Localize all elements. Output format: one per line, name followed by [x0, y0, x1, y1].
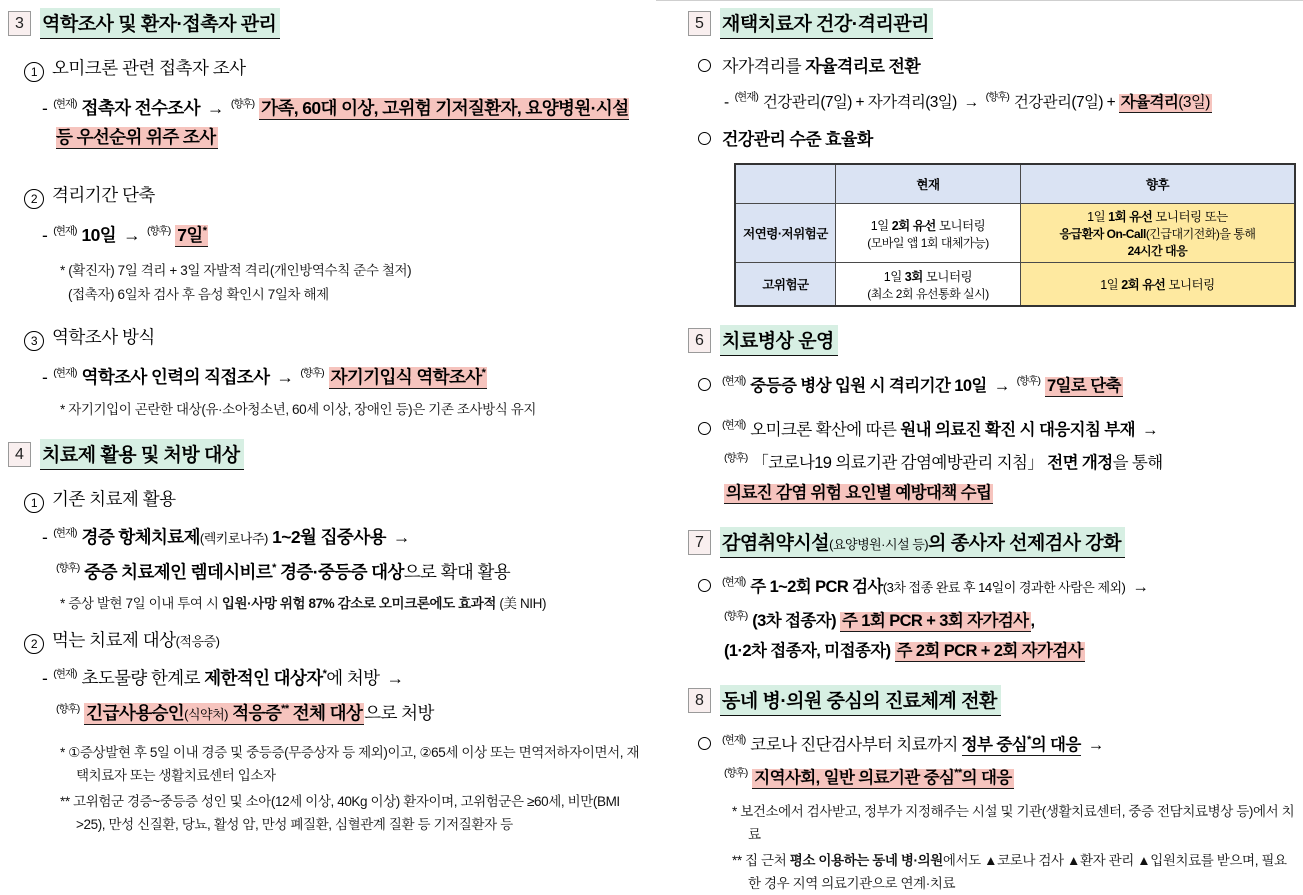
- bullet-5-1-line: [724, 84, 1296, 116]
- future-text: 경증·중등증 대상: [275, 562, 404, 582]
- current-text: 오미크론 확산에 따른: [750, 421, 901, 439]
- arrow-icon: →: [963, 94, 979, 111]
- future-text-regular: 으로 처방: [364, 703, 434, 723]
- header-future: 향후: [1020, 164, 1295, 204]
- section-5-title: 재택치료자 건강·격리관리: [720, 8, 933, 39]
- cell-text: 모니터링: [935, 218, 986, 233]
- footnote: * 보건소에서 검사받고, 정부가 지정해주는 시설 및 기관(생활치료센터, 중증 전담치료병상 등)에서 치료: [732, 804, 1295, 842]
- footnote-text: * 증상 발현 7일 이내 투여 시: [60, 596, 222, 611]
- right-column: [688, 0, 1296, 895]
- footnote: * (확진자) 7일 격리 + 3일 자발적 격리(개인방역수칙 준수 철저): [60, 263, 412, 278]
- highlight-text: 전체 대상: [288, 703, 363, 723]
- bullet-bold: 자율격리로 전환: [805, 57, 921, 76]
- monitoring-table: [734, 163, 1296, 307]
- future-text: 「코로나19 의료기관 감염예방관리 지침」: [752, 454, 1048, 472]
- footnote-text: 에서도 ▲코로나 검사 ▲환자 관리 ▲입원치료를 받으며, 필요한 경우 지역 의료기관으로 연계·치료: [748, 853, 1287, 891]
- parenthetical: (3차 접종 완료 후 14일이 경과한 사람은 제외): [882, 580, 1126, 595]
- footnote-marker: *: [481, 367, 486, 379]
- current-bold: 주 1~2회 PCR 검사: [750, 578, 883, 596]
- footnote-marker: *: [322, 668, 327, 680]
- section-4-header: [8, 439, 644, 470]
- cell-text: 1일: [1100, 278, 1122, 292]
- circle-bullet-icon: [698, 422, 711, 435]
- circle-bullet-icon: [698, 579, 711, 592]
- current-bold: 원내 의료진 확진 시 대응지침 부재: [900, 421, 1135, 439]
- footnote-marker: *: [272, 562, 276, 574]
- bullet-6-2-current: [698, 412, 1296, 444]
- section-3-header: [8, 8, 644, 39]
- label-future: (향후): [724, 610, 748, 622]
- current-bold: 중등증 병상 입원 시 격리기간 10일: [750, 377, 987, 395]
- future-text: 을 통해: [1112, 454, 1163, 472]
- label-future: (향후): [724, 767, 748, 779]
- current-text: 역학조사 인력의 직접조사: [81, 367, 270, 387]
- future-highlight: [84, 703, 364, 725]
- parenthetical: (식약처): [184, 707, 228, 722]
- table-row: [735, 204, 1295, 263]
- future-highlight: 가족, 60대 이상, 고위험 기저질환자, 요양병원·시설 등 우선순위 위주 조사: [56, 98, 629, 147]
- current-text: 접촉자 전수조사: [81, 98, 200, 118]
- item-3-1-line: [42, 90, 644, 152]
- section-4-number-box: 4: [8, 442, 31, 467]
- current-cell: [835, 204, 1020, 263]
- cell-line2: [1025, 225, 1290, 242]
- future-text: 7일: [177, 225, 203, 245]
- footnote-text: ** 집 근처: [732, 853, 790, 868]
- future-text: [84, 562, 403, 582]
- bullet-bold: 건강관리 수준 효율화: [722, 130, 873, 149]
- circled-number-icon: 3: [24, 331, 44, 351]
- current-text: 코로나 진단검사부터 치료까지: [750, 736, 962, 754]
- bullet-5-1: [698, 53, 1296, 80]
- table-row: [735, 263, 1295, 307]
- row-header: 저연령·저위험군: [735, 204, 835, 263]
- footnote: * 자기기입이 곤란한 대상(유·소아청소년, 60세 이상, 장애인 등)은 기존 조사방식 유지: [60, 402, 537, 417]
- parenthetical: (적응증): [175, 634, 220, 649]
- future-text: 중증 치료제인 렘데시비르: [84, 562, 273, 582]
- label-future: (향후): [147, 225, 171, 237]
- footnote: ** 고위험군 경증~중등증 성인 및 소아(12세 이상, 40Kg 이상) 환자이며, 고위험군은 ≥60세, 비만(BMI >25), 만성 신질환, 당뇨, 활성 암, 만성 폐질환, 심혈관계 질환 등 기저질환자 등: [60, 794, 620, 832]
- cell-text: 1일: [883, 269, 905, 284]
- bullet-5-2: [698, 126, 1296, 153]
- cell-text: 1일: [1087, 210, 1109, 224]
- current-text: 10일: [81, 225, 117, 245]
- footnote-bold: 입원·사망 위험 87% 감소로 오미크론에도 효과적: [221, 596, 497, 611]
- section-3-number-box: 3: [8, 11, 31, 36]
- current-bold-text: 정부 중심: [961, 736, 1027, 754]
- item-4-1-future-line: [42, 554, 644, 587]
- arrow-icon: →: [1132, 578, 1149, 596]
- highlight-text: (3일): [1178, 94, 1210, 111]
- bullet-text: 자가격리를: [722, 57, 806, 76]
- bullet-6-1: [698, 368, 1296, 400]
- section-6-number-box: 6: [688, 328, 711, 353]
- current-bold-text: 제한적인 대상자: [204, 668, 323, 688]
- dash-bullet: -: [42, 98, 48, 118]
- current-underline: [962, 736, 1081, 756]
- section-5-header: [688, 8, 1296, 39]
- dash-bullet: -: [42, 225, 48, 245]
- item-4-2-future-line: [42, 695, 644, 729]
- label-current: (현재): [722, 576, 746, 588]
- footnote-marker: **: [954, 767, 962, 779]
- item-3-1-heading: [24, 55, 644, 82]
- current-bold-text: 의 대응: [1030, 736, 1081, 754]
- cell-subtext: (모바일 앱 1회 대체가능): [867, 235, 989, 250]
- circled-number-icon: 2: [24, 189, 44, 209]
- bullet-8-current: [698, 727, 1296, 759]
- future-text: 건강관리(7일) +: [1013, 94, 1119, 111]
- highlight-text: 적응증: [227, 703, 282, 723]
- footnote: * ①증상발현 후 5일 이내 경증 및 중등증(무증상자 등 제외)이고, ②65세 이상 또는 면역저하자이면서, 재택치료자 또는 생활치료센터 입소자: [60, 745, 640, 783]
- section-7-header: [688, 527, 1296, 558]
- label-future: (향후): [230, 98, 255, 110]
- future-highlight: [752, 769, 1013, 789]
- dash-bullet: -: [724, 94, 729, 111]
- label-future: (향후): [300, 367, 324, 379]
- section-6-title: 치료병상 운영: [720, 325, 838, 356]
- parenthetical: (렉키로나주): [199, 531, 268, 546]
- label-current: (현재): [53, 367, 77, 379]
- footnote: [60, 592, 644, 615]
- highlight-text: 의 대응: [961, 769, 1012, 787]
- circle-bullet-icon: [698, 737, 711, 750]
- future-bold: (1·2차 접종자, 미접종자): [724, 642, 895, 660]
- future-highlight: 의료진 감염 위험 요인별 예방대책 수립: [726, 484, 992, 502]
- current-text: 건강관리(7일) + 자가격리(3일): [762, 94, 957, 111]
- circle-bullet-icon: [698, 59, 711, 72]
- future-text: 자기기입식 역학조사: [330, 367, 482, 387]
- label-current: (현재): [53, 225, 77, 237]
- circled-number-icon: 1: [24, 493, 44, 513]
- section-8-number-box: 8: [688, 688, 711, 713]
- highlight-bold: 자율격리: [1120, 94, 1179, 111]
- item-3-2-title: 격리기간 단축: [52, 185, 155, 205]
- current-text: 초도물량 한계로: [81, 668, 205, 688]
- arrow-icon: →: [123, 225, 140, 245]
- footnote-marker: *: [1027, 734, 1031, 746]
- bullet-7-future-1: [724, 603, 1296, 635]
- item-3-1-title: 오미크론 관련 접촉자 조사: [52, 58, 246, 78]
- bullet-8-future: [724, 760, 1296, 792]
- label-current: (현재): [722, 734, 746, 746]
- label-future: (향후): [56, 703, 80, 715]
- future-cell: [1020, 204, 1295, 263]
- title-parenthetical: (요양병원·시설 등): [829, 537, 929, 552]
- footnote-marker: *: [202, 225, 207, 237]
- dash-bullet: -: [42, 367, 48, 387]
- row-header: 고위험군: [735, 263, 835, 307]
- table-header-row: [735, 164, 1295, 204]
- circled-number-icon: 1: [24, 62, 44, 82]
- section-7-title: [720, 527, 1125, 558]
- title-text: 감염취약시설: [722, 533, 830, 554]
- label-future: (향후): [985, 91, 1009, 103]
- current-cell: [835, 263, 1020, 307]
- dash-bullet: -: [42, 668, 48, 688]
- highlight-text: 긴급사용승인: [86, 703, 185, 723]
- section-6-header: [688, 325, 1296, 356]
- footnote-marker: **: [281, 703, 289, 715]
- item-3-2-line: [42, 217, 644, 250]
- cell-bold: 24시간 대응: [1127, 244, 1188, 258]
- footnote: (접촉자) 6일차 검사 후 음성 확인시 7일차 해제: [68, 287, 329, 302]
- cell-text: 모니터링 또는: [1152, 210, 1228, 224]
- future-highlight: [329, 367, 488, 389]
- arrow-icon: →: [993, 377, 1010, 395]
- current-text: 경증 항체치료제: [81, 527, 200, 547]
- cell-text: (긴급대기전화)을 통해: [1145, 227, 1256, 241]
- future-highlight: 주 1회 PCR + 3회 자가검사: [841, 612, 1029, 630]
- section-3-title: 역학조사 및 환자·접촉자 관리: [40, 8, 280, 39]
- bullet-6-2-future: [724, 445, 1296, 477]
- dash-bullet: -: [42, 527, 48, 547]
- arrow-icon: →: [1087, 736, 1104, 754]
- item-4-2-title: 먹는 치료제 대상: [52, 630, 176, 650]
- item-3-3-title: 역학조사 방식: [52, 327, 155, 347]
- label-current: (현재): [722, 375, 746, 387]
- current-text: 에 처방: [326, 668, 380, 688]
- item-4-1-current-line: [42, 519, 644, 553]
- cell-bold: 3회: [904, 269, 923, 284]
- arrow-icon: →: [392, 527, 410, 547]
- item-3-3-line: [42, 359, 644, 392]
- bullet-6-2-highlight: [724, 480, 1296, 507]
- future-text-regular: 으로 확대 활용: [403, 562, 511, 582]
- item-4-1-title: 기존 치료제 활용: [52, 489, 176, 509]
- item-3-2-heading: [24, 182, 644, 209]
- item-4-2-current-line: [42, 660, 644, 693]
- label-future: (향후): [1016, 375, 1040, 387]
- cell-bold: 2회 유선: [1121, 278, 1166, 292]
- title-text: 의 종사자 선제검사 강화: [928, 533, 1122, 554]
- section-8-title: 동네 병·의원 중심의 진료체계 전환: [720, 685, 1001, 716]
- circled-number-icon: 2: [24, 634, 44, 654]
- future-highlight: 7일로 단축: [1046, 377, 1121, 395]
- footnote-text: (美 NIH): [496, 596, 547, 611]
- cell-text: 모니터링: [1165, 278, 1215, 292]
- item-3-3-heading: [24, 324, 644, 351]
- arrow-icon: →: [386, 668, 404, 688]
- future-highlight: [175, 225, 208, 247]
- current-bold: [204, 668, 326, 688]
- footnote: [732, 849, 1296, 895]
- cell-text: 모니터링: [922, 269, 973, 284]
- header-empty-cell: [735, 164, 835, 204]
- cell-subtext: (최소 2회 유선통화 실시): [867, 286, 989, 301]
- header-current: 현재: [835, 164, 1020, 204]
- label-current: (현재): [53, 98, 77, 110]
- cell-bold: 1회 유선: [1108, 210, 1153, 224]
- arrow-icon: →: [1141, 421, 1158, 439]
- label-current: (현재): [734, 91, 758, 103]
- future-bold: ,: [1030, 612, 1035, 630]
- highlight-text: 지역사회, 일반 의료기관 중심: [754, 769, 955, 787]
- future-highlight: 주 2회 PCR + 2회 자가검사: [896, 642, 1084, 660]
- section-8-header: [688, 685, 1296, 716]
- label-current: (현재): [53, 527, 77, 539]
- label-current: (현재): [722, 419, 746, 431]
- cell-bold: 2회 유선: [891, 218, 936, 233]
- section-5-number-box: 5: [688, 11, 711, 36]
- current-text: 1~2월 집중사용: [267, 527, 386, 547]
- arrow-icon: →: [276, 367, 294, 387]
- future-bold: (3차 접종자): [752, 612, 840, 630]
- label-future: (향후): [56, 562, 80, 574]
- future-bold: 전면 개정: [1047, 454, 1113, 472]
- label-current: (현재): [53, 668, 77, 680]
- future-cell: [1020, 263, 1295, 307]
- future-highlight: [1119, 94, 1212, 113]
- bullet-7-future-2: [724, 638, 1296, 665]
- section-7-number-box: 7: [688, 530, 711, 555]
- cell-bold: 응급환자 On-Call: [1059, 227, 1146, 241]
- item-4-2-heading: [24, 627, 644, 654]
- section-4-title: 치료제 활용 및 처방 대상: [40, 439, 244, 470]
- arrow-icon: →: [206, 98, 224, 118]
- label-future: (향후): [724, 452, 748, 464]
- item-4-1-heading: [24, 486, 644, 513]
- circle-bullet-icon: [698, 378, 711, 391]
- circle-bullet-icon: [698, 132, 711, 145]
- left-column: [8, 0, 644, 836]
- cell-text: 1일: [870, 218, 892, 233]
- bullet-7-current: [698, 569, 1296, 601]
- footnote-bold: 평소 이용하는 동네 병·의원: [789, 853, 943, 868]
